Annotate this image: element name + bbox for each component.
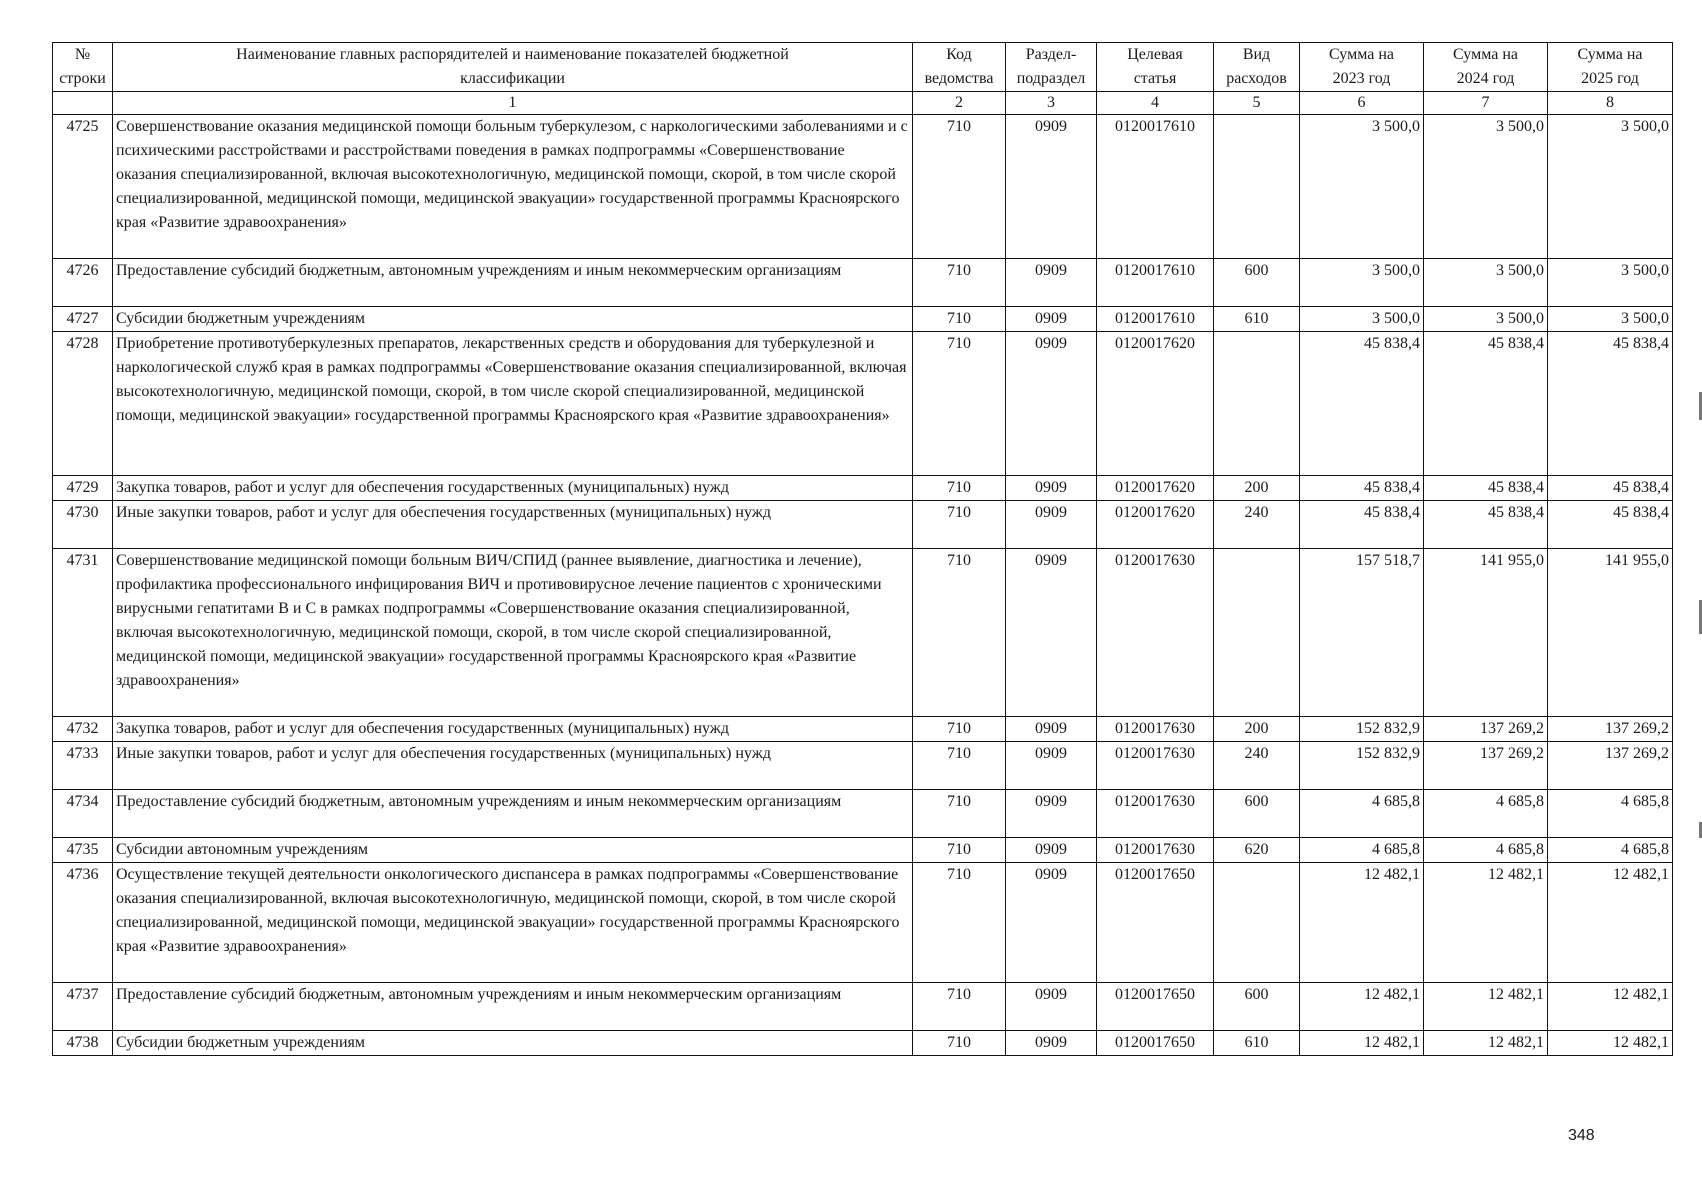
row-dept-code: 710: [913, 1031, 1006, 1056]
row-sum-2025: 45 838,4: [1548, 332, 1673, 476]
row-sum-2024: 137 269,2: [1424, 717, 1548, 742]
row-sum-2023: 3 500,0: [1300, 115, 1424, 259]
column-index-empty: [53, 92, 113, 115]
header-row-number-line2: строки: [59, 70, 106, 87]
row-kind: 200: [1214, 476, 1300, 501]
row-sum-2024: 3 500,0: [1424, 307, 1548, 332]
header-target-line1: Целевая: [1127, 46, 1183, 63]
table-header: [53, 43, 1673, 115]
row-sum-2023: 4 685,8: [1300, 790, 1424, 838]
row-sum-2025: 3 500,0: [1548, 259, 1673, 307]
table-row: [53, 838, 1673, 863]
row-target: 0120017620: [1097, 332, 1214, 476]
row-sum-2024: 12 482,1: [1424, 863, 1548, 983]
row-section: 0909: [1006, 1031, 1097, 1056]
row-sum-2024: 45 838,4: [1424, 476, 1548, 501]
row-section: 0909: [1006, 259, 1097, 307]
row-sum-2024: 3 500,0: [1424, 115, 1548, 259]
row-sum-2024: 4 685,8: [1424, 790, 1548, 838]
header-kind-line1: Вид: [1242, 46, 1271, 63]
header-dept-line1: Код: [946, 46, 972, 63]
row-sum-2025: 12 482,1: [1548, 1031, 1673, 1056]
row-target: 0120017620: [1097, 476, 1214, 501]
row-target: 0120017610: [1097, 259, 1214, 307]
row-sum-2025: 12 482,1: [1548, 863, 1673, 983]
row-dept-code: 710: [913, 838, 1006, 863]
row-kind: [1214, 332, 1300, 476]
row-sum-2025: 4 685,8: [1548, 790, 1673, 838]
table-row: [53, 476, 1673, 501]
row-number: 4730: [53, 501, 113, 549]
row-sum-2023: 45 838,4: [1300, 332, 1424, 476]
row-target: 0120017630: [1097, 790, 1214, 838]
header-sum-2023: [1300, 43, 1424, 92]
row-name: Иные закупки товаров, работ и услуг для обеспечения государственных (муниципальных) нужд: [113, 742, 913, 790]
header-row: [53, 43, 1673, 92]
row-name: Предоставление субсидий бюджетным, автономным учреждениям и иным некоммерческим организациям: [113, 259, 913, 307]
row-number: 4731: [53, 549, 113, 717]
header-target: [1097, 43, 1214, 92]
row-dept-code: 710: [913, 332, 1006, 476]
row-target: 0120017630: [1097, 838, 1214, 863]
table-row: [53, 717, 1673, 742]
row-dept-code: 710: [913, 259, 1006, 307]
row-sum-2024: 12 482,1: [1424, 1031, 1548, 1056]
row-section: 0909: [1006, 476, 1097, 501]
row-sum-2023: 3 500,0: [1300, 259, 1424, 307]
column-index-1: 1: [113, 92, 913, 115]
header-sum-2024: [1424, 43, 1548, 92]
table-row: [53, 790, 1673, 838]
header-sum-2024-line1: Сумма на: [1453, 46, 1518, 63]
row-kind: 240: [1214, 501, 1300, 549]
row-number: 4732: [53, 717, 113, 742]
table-row: [53, 983, 1673, 1031]
row-section: 0909: [1006, 863, 1097, 983]
table-row: [53, 742, 1673, 790]
header-sum-2025-line2: 2025 год: [1581, 70, 1639, 87]
row-name: Закупка товаров, работ и услуг для обеспечения государственных (муниципальных) нужд: [113, 717, 913, 742]
header-section-line2: подраздел: [1016, 70, 1086, 87]
row-name: Субсидии автономным учреждениям: [113, 838, 913, 863]
row-number: 4729: [53, 476, 113, 501]
row-dept-code: 710: [913, 549, 1006, 717]
header-name: [113, 43, 913, 92]
column-index-7: 7: [1424, 92, 1548, 115]
row-section: 0909: [1006, 983, 1097, 1031]
row-dept-code: 710: [913, 115, 1006, 259]
row-sum-2023: 157 518,7: [1300, 549, 1424, 717]
row-target: 0120017630: [1097, 549, 1214, 717]
column-index-3: 3: [1006, 92, 1097, 115]
row-sum-2025: 45 838,4: [1548, 476, 1673, 501]
row-kind: [1214, 115, 1300, 259]
row-name: Совершенствование медицинской помощи больным ВИЧ/СПИД (раннее выявление, диагностика и лечение), профилактика профессионального инфицирования ВИЧ и противовирусное лечение пациентов с хроническими вирусными гепатитами В и С в рамках подпрограммы «Совершенствование оказания специализированной, включая высокотехнологичную, медицинской помощи, скорой, в том числе скорой специализированной, медицинской помощи, медицинской эвакуации» государственной программы Красноярского края «Развитие здравоохранения»: [113, 549, 913, 717]
row-dept-code: 710: [913, 307, 1006, 332]
header-sum-2024-line2: 2024 год: [1456, 70, 1515, 87]
row-kind: 620: [1214, 838, 1300, 863]
header-sum-2025-line1: Сумма на: [1577, 46, 1643, 63]
row-section: 0909: [1006, 549, 1097, 717]
row-target: 0120017650: [1097, 863, 1214, 983]
row-name: Совершенствование оказания медицинской помощи больным туберкулезом, с наркологическими заболеваниями и с психическими расстройствами и расстройствами поведения в рамках подпрограммы «Совершенствование оказания специализированной, включая высокотехнологичную, медицинской помощи, скорой, в том числе скорой специализированной, медицинской помощи, медицинской эвакуации» государственной программы Красноярского края «Развитие здравоохранения»: [113, 115, 913, 259]
row-sum-2023: 4 685,8: [1300, 838, 1424, 863]
row-number: 4728: [53, 332, 113, 476]
page-number: 348: [1568, 1127, 1595, 1144]
table-row: [53, 1031, 1673, 1056]
table-row: [53, 863, 1673, 983]
row-dept-code: 710: [913, 501, 1006, 549]
column-index-8: 8: [1548, 92, 1673, 115]
row-sum-2023: 152 832,9: [1300, 717, 1424, 742]
header-target-line2: статья: [1133, 70, 1177, 87]
row-name: Предоставление субсидий бюджетным, автономным учреждениям и иным некоммерческим организациям: [113, 790, 913, 838]
header-name-line1: Наименование главных распорядителей и наименование показателей бюджетной: [236, 46, 789, 63]
row-sum-2025: 45 838,4: [1548, 501, 1673, 549]
row-sum-2023: 152 832,9: [1300, 742, 1424, 790]
column-index-4: 4: [1097, 92, 1214, 115]
row-number: 4738: [53, 1031, 113, 1056]
header-sum-2025: [1548, 43, 1673, 92]
header-dept-line2: ведомства: [924, 70, 994, 87]
row-target: 0120017650: [1097, 1031, 1214, 1056]
row-kind: 600: [1214, 790, 1300, 838]
header-kind-line2: расходов: [1226, 70, 1287, 87]
table-row: [53, 115, 1673, 259]
row-number: 4733: [53, 742, 113, 790]
table-row: [53, 307, 1673, 332]
header-kind: [1214, 43, 1300, 92]
column-index-5: 5: [1214, 92, 1300, 115]
column-index-row: [53, 92, 1673, 115]
row-kind: 600: [1214, 259, 1300, 307]
row-number: 4726: [53, 259, 113, 307]
row-target: 0120017620: [1097, 501, 1214, 549]
header-row-number: [53, 43, 113, 92]
row-sum-2024: 12 482,1: [1424, 983, 1548, 1031]
column-index-2: 2: [913, 92, 1006, 115]
table-body: [53, 115, 1673, 1056]
row-sum-2025: 137 269,2: [1548, 717, 1673, 742]
row-sum-2024: 45 838,4: [1424, 501, 1548, 549]
table-row: [53, 501, 1673, 549]
row-target: 0120017610: [1097, 307, 1214, 332]
table-row: [53, 259, 1673, 307]
row-sum-2023: 3 500,0: [1300, 307, 1424, 332]
row-sum-2023: 12 482,1: [1300, 1031, 1424, 1056]
header-sum-2023-line1: Сумма на: [1329, 46, 1394, 63]
row-section: 0909: [1006, 742, 1097, 790]
table-row: [53, 549, 1673, 717]
row-kind: [1214, 549, 1300, 717]
row-kind: 610: [1214, 307, 1300, 332]
row-dept-code: 710: [913, 476, 1006, 501]
row-sum-2025: 141 955,0: [1548, 549, 1673, 717]
row-target: 0120017630: [1097, 717, 1214, 742]
row-sum-2024: 3 500,0: [1424, 259, 1548, 307]
header-row-number-line1: №: [74, 46, 91, 63]
row-section: 0909: [1006, 307, 1097, 332]
row-kind: [1214, 863, 1300, 983]
row-section: 0909: [1006, 115, 1097, 259]
row-number: 4735: [53, 838, 113, 863]
row-name: Предоставление субсидий бюджетным, автономным учреждениям и иным некоммерческим организациям: [113, 983, 913, 1031]
row-sum-2025: 12 482,1: [1548, 983, 1673, 1031]
row-dept-code: 710: [913, 790, 1006, 838]
row-sum-2024: 4 685,8: [1424, 838, 1548, 863]
row-section: 0909: [1006, 838, 1097, 863]
row-number: 4734: [53, 790, 113, 838]
row-sum-2025: 4 685,8: [1548, 838, 1673, 863]
row-sum-2024: 141 955,0: [1424, 549, 1548, 717]
row-dept-code: 710: [913, 983, 1006, 1031]
row-sum-2024: 137 269,2: [1424, 742, 1548, 790]
header-name-line2: классификации: [460, 70, 565, 87]
row-kind: 240: [1214, 742, 1300, 790]
row-section: 0909: [1006, 717, 1097, 742]
row-kind: 600: [1214, 983, 1300, 1031]
row-number: 4727: [53, 307, 113, 332]
row-sum-2025: 3 500,0: [1548, 115, 1673, 259]
row-name: Осуществление текущей деятельности онкологического диспансера в рамках подпрограммы «Совершенствование оказания специализированной, включая высокотехнологичную, медицинской помощи, скорой, в том числе скорой специализированной, медицинской помощи, медицинской эвакуации» государственной программы Красноярского края «Развитие здравоохранения»: [113, 863, 913, 983]
row-section: 0909: [1006, 332, 1097, 476]
row-name: Приобретение противотуберкулезных препаратов, лекарственных средств и оборудования для туберкулезной и наркологической служб края в рамках подпрограммы «Совершенствование оказания специализированной, включая высокотехнологичную, медицинской помощи, скорой, в том числе скорой специализированной, медицинской помощи, медицинской эвакуации» государственной программы Красноярского края «Развитие здравоохранения»: [113, 332, 913, 476]
row-kind: 200: [1214, 717, 1300, 742]
row-section: 0909: [1006, 790, 1097, 838]
column-index-6: 6: [1300, 92, 1424, 115]
row-target: 0120017610: [1097, 115, 1214, 259]
header-section-line1: Раздел-: [1025, 46, 1077, 63]
row-name: Субсидии бюджетным учреждениям: [113, 307, 913, 332]
row-target: 0120017630: [1097, 742, 1214, 790]
row-number: 4736: [53, 863, 113, 983]
header-dept-code: [913, 43, 1006, 92]
table-row: [53, 332, 1673, 476]
row-name: Субсидии бюджетным учреждениям: [113, 1031, 913, 1056]
row-dept-code: 710: [913, 742, 1006, 790]
row-kind: 610: [1214, 1031, 1300, 1056]
row-number: 4725: [53, 115, 113, 259]
row-sum-2023: 45 838,4: [1300, 476, 1424, 501]
header-section: [1006, 43, 1097, 92]
row-sum-2023: 12 482,1: [1300, 863, 1424, 983]
budget-table: [52, 42, 1673, 1056]
row-sum-2024: 45 838,4: [1424, 332, 1548, 476]
row-name: Закупка товаров, работ и услуг для обеспечения государственных (муниципальных) нужд: [113, 476, 913, 501]
header-sum-2023-line2: 2023 год: [1332, 70, 1391, 87]
row-name: Иные закупки товаров, работ и услуг для обеспечения государственных (муниципальных) нужд: [113, 501, 913, 549]
row-target: 0120017650: [1097, 983, 1214, 1031]
row-sum-2025: 3 500,0: [1548, 307, 1673, 332]
row-number: 4737: [53, 983, 113, 1031]
row-sum-2023: 12 482,1: [1300, 983, 1424, 1031]
row-sum-2025: 137 269,2: [1548, 742, 1673, 790]
row-dept-code: 710: [913, 717, 1006, 742]
row-section: 0909: [1006, 501, 1097, 549]
row-sum-2023: 45 838,4: [1300, 501, 1424, 549]
row-dept-code: 710: [913, 863, 1006, 983]
